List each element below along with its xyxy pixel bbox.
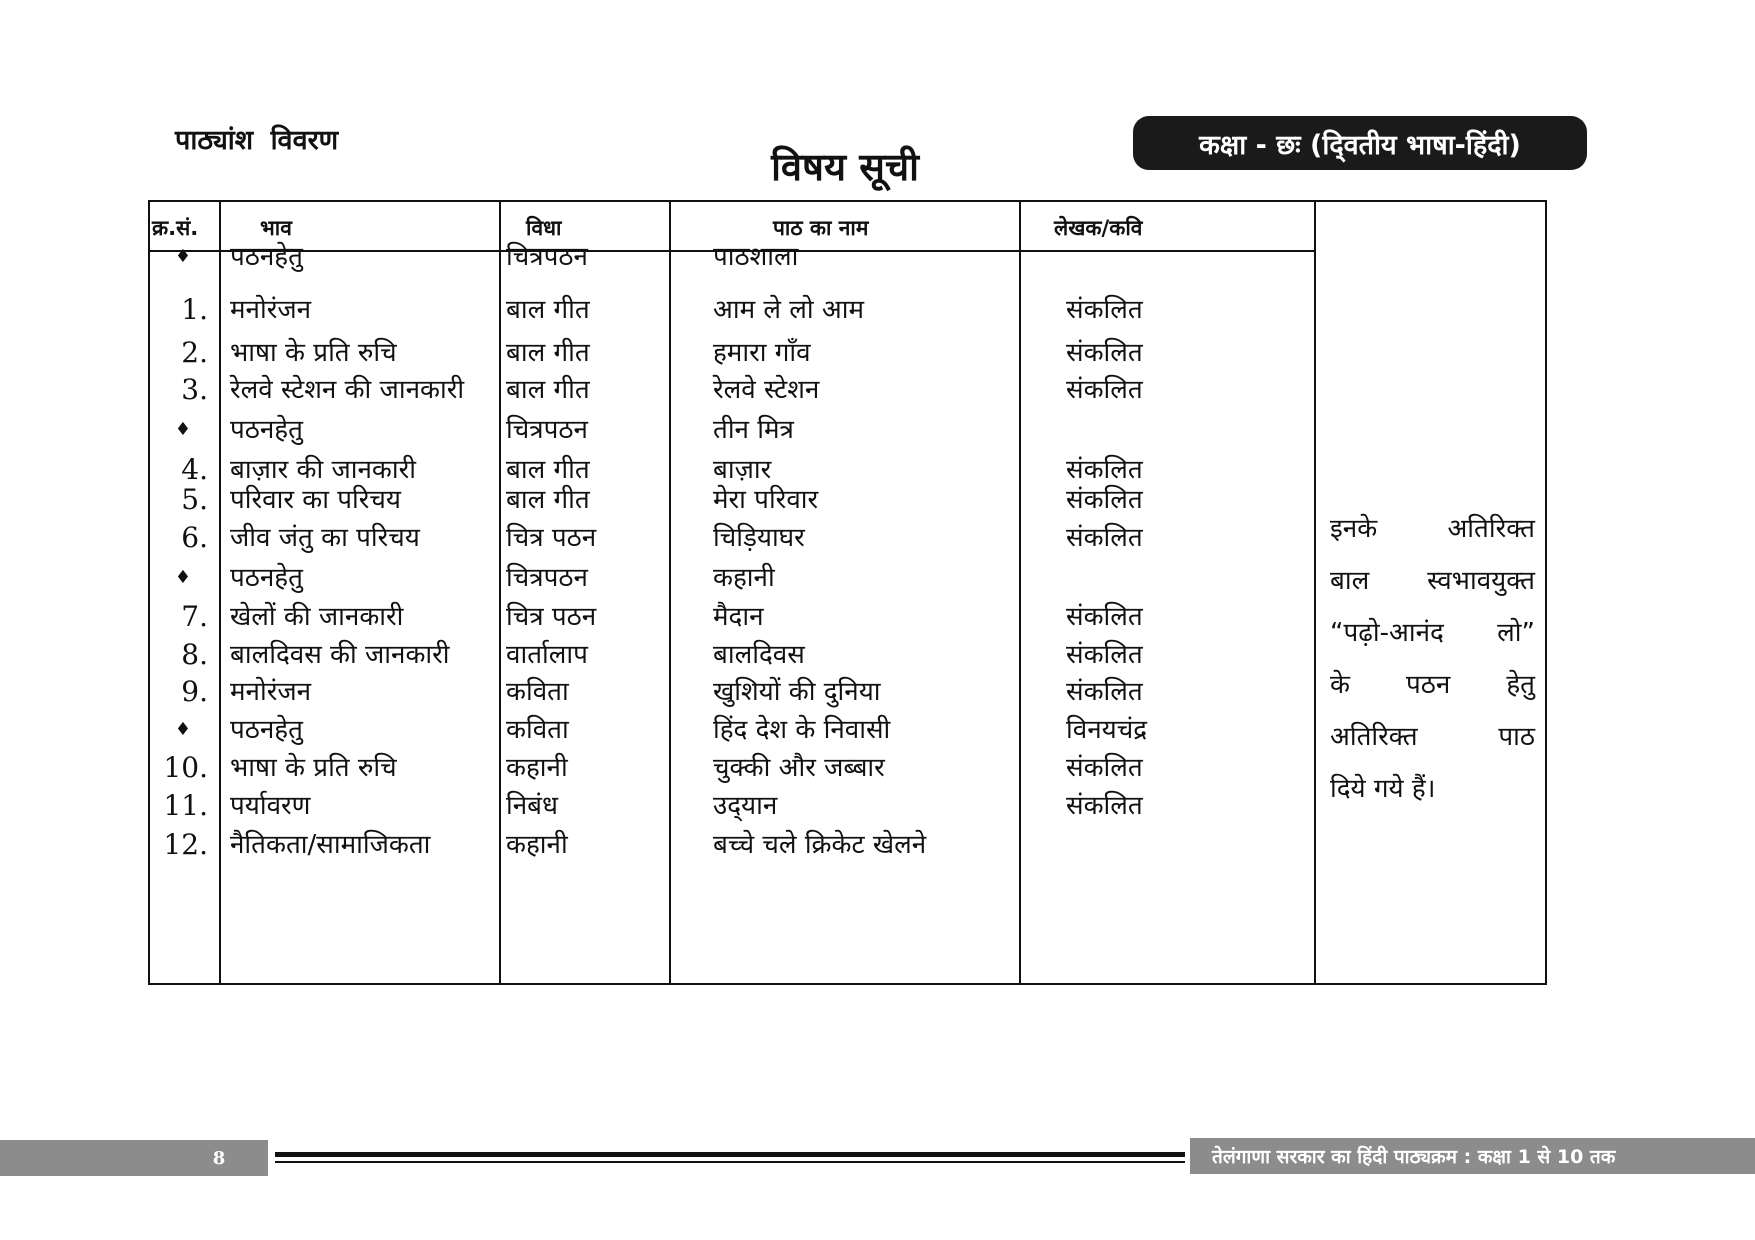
row-serial: 2. <box>181 336 208 369</box>
row-lesson-name: खुशियों की दुनिया <box>713 677 881 707</box>
side-note-line: दिये गये हैं। <box>1330 774 1436 804</box>
row-lesson-name: मेरा परिवार <box>713 485 819 515</box>
row-vidha: कहानी <box>506 753 568 783</box>
row-vidha: कहानी <box>506 830 568 860</box>
row-serial: 6. <box>181 521 208 554</box>
row-serial: ♦ <box>174 719 192 740</box>
row-author: संकलित <box>1066 753 1143 783</box>
row-bhav: मनोरंजन <box>230 295 312 325</box>
row-serial: 3. <box>181 373 208 406</box>
table-row <box>148 786 1308 826</box>
row-author: विनयचंद्र <box>1066 715 1148 745</box>
page-number: 8 <box>0 1140 268 1176</box>
row-bhav: बालदिवस की जानकारी <box>230 640 450 670</box>
row-bhav: खेलों की जानकारी <box>230 602 404 632</box>
row-lesson-name: पाठशाला <box>713 242 799 272</box>
row-serial: 10. <box>163 751 208 784</box>
col-header-vidha: विधा <box>526 216 562 240</box>
row-serial: 7. <box>181 600 208 633</box>
table-row <box>148 558 1308 598</box>
row-vidha: बाल गीत <box>506 338 590 368</box>
row-author: संकलित <box>1066 523 1143 553</box>
row-serial: 5. <box>181 483 208 516</box>
row-bhav: पठनहेतु <box>230 415 303 445</box>
table-row <box>148 370 1308 410</box>
row-serial: ♦ <box>174 419 192 440</box>
row-bhav: जीव जंतु का परिचय <box>230 523 420 553</box>
row-vidha: चित्रपठन <box>506 563 588 593</box>
row-lesson-name: हिंद देश के निवासी <box>713 715 891 745</box>
row-lesson-name: चुक्की और जब्बार <box>713 753 885 783</box>
row-vidha: बाल गीत <box>506 295 590 325</box>
table-row <box>148 237 1308 277</box>
side-note-line: बाल स्वभावयुक्त <box>1330 566 1535 596</box>
row-vidha: वार्तालाप <box>506 640 588 670</box>
row-serial: 9. <box>181 675 208 708</box>
table-row <box>148 748 1308 788</box>
row-vidha: चित्रपठन <box>506 242 588 272</box>
row-author: संकलित <box>1066 338 1143 368</box>
row-vidha: कविता <box>506 677 569 707</box>
row-bhav: नैतिकता/सामाजिकता <box>230 830 431 860</box>
row-serial: 12. <box>163 828 208 861</box>
row-author: संकलित <box>1066 295 1143 325</box>
row-lesson-name: बच्चे चले क्रिकेट खेलने <box>713 830 927 860</box>
row-lesson-name: बालदिवस <box>713 640 805 670</box>
footer-rule <box>275 1161 1185 1163</box>
col-header-path: पाठ का नाम <box>773 216 869 240</box>
side-note-line: के पठन हेतु <box>1330 670 1535 700</box>
row-author: संकलित <box>1066 455 1143 485</box>
table-top-border <box>148 200 1547 202</box>
row-lesson-name: कहानी <box>713 563 775 593</box>
table-row <box>148 518 1308 558</box>
footer-rule <box>275 1152 1185 1157</box>
table-row <box>148 710 1308 750</box>
table-row <box>148 410 1308 450</box>
row-bhav: पठनहेतु <box>230 563 303 593</box>
row-vidha: चित्र पठन <box>506 602 597 632</box>
table-row <box>148 635 1308 675</box>
table-row <box>148 597 1308 637</box>
row-serial: 11. <box>163 789 208 822</box>
row-author: संकलित <box>1066 791 1143 821</box>
row-serial: 1. <box>181 293 208 326</box>
table-bottom-border <box>148 983 1547 985</box>
row-lesson-name: तीन मित्र <box>713 415 794 445</box>
row-bhav: भाषा के प्रति रुचि <box>230 338 397 368</box>
row-vidha: बाल गीत <box>506 455 590 485</box>
row-bhav: पठनहेतु <box>230 715 303 745</box>
table-row <box>148 333 1308 373</box>
side-note <box>1330 503 1535 815</box>
row-serial: ♦ <box>174 246 192 267</box>
row-lesson-name: आम ले लो आम <box>713 295 865 325</box>
row-bhav: परिवार का परिचय <box>230 485 401 515</box>
row-bhav: बाज़ार की जानकारी <box>230 455 416 485</box>
row-vidha: कविता <box>506 715 569 745</box>
side-note-line: अतिरिक्त पाठ <box>1330 722 1535 752</box>
row-author: संकलित <box>1066 485 1143 515</box>
row-author: संकलित <box>1066 602 1143 632</box>
row-serial: 4. <box>181 453 208 486</box>
table-row <box>148 480 1308 520</box>
row-lesson-name: हमारा गाँव <box>713 338 811 368</box>
col-header-lekhak: लेखक/कवि <box>1054 216 1143 240</box>
table-row <box>148 290 1308 330</box>
row-bhav: रेलवे स्टेशन की जानकारी <box>230 375 465 405</box>
col-header-bhav: भाव <box>260 216 292 240</box>
footer-title: तेलंगाणा सरकार का हिंदी पाठ्यक्रम : कक्षा 1 से 10 तक <box>1190 1138 1755 1174</box>
row-serial: ♦ <box>174 567 192 588</box>
section-heading: पाठ्यांश विवरण <box>175 125 339 156</box>
row-lesson-name: मैदान <box>713 602 764 632</box>
page-title: विषय सूची <box>771 145 919 189</box>
side-note-line: इनके अतिरिक्त <box>1330 514 1535 544</box>
row-author: संकलित <box>1066 640 1143 670</box>
row-bhav: पर्यावरण <box>230 791 311 821</box>
row-author: संकलित <box>1066 677 1143 707</box>
table-row <box>148 825 1308 865</box>
row-lesson-name: चिड़ियाघर <box>713 523 805 553</box>
row-bhav: मनोरंजन <box>230 677 312 707</box>
row-vidha: बाल गीत <box>506 375 590 405</box>
row-vidha: निबंध <box>506 791 559 821</box>
class-badge: कक्षा - छः (द्‍वितीय भाषा-हिंदी) <box>1133 116 1587 170</box>
row-bhav: भाषा के प्रति रुचि <box>230 753 397 783</box>
row-lesson-name: रेलवे स्टेशन <box>713 375 820 405</box>
table-row <box>148 672 1308 712</box>
row-serial: 8. <box>181 638 208 671</box>
column-divider <box>1314 200 1316 985</box>
row-bhav: पठनहेतु <box>230 242 303 272</box>
row-vidha: बाल गीत <box>506 485 590 515</box>
row-lesson-name: बाज़ार <box>713 455 772 485</box>
table-right-border <box>1545 200 1547 985</box>
side-note-line: “पढ़ो-आनंद लो” <box>1330 618 1535 648</box>
row-lesson-name: उद्‍यान <box>713 791 778 821</box>
col-header-serial: क्र.सं. <box>152 216 199 240</box>
row-vidha: चित्रपठन <box>506 415 588 445</box>
row-vidha: चित्र पठन <box>506 523 597 553</box>
row-author: संकलित <box>1066 375 1143 405</box>
